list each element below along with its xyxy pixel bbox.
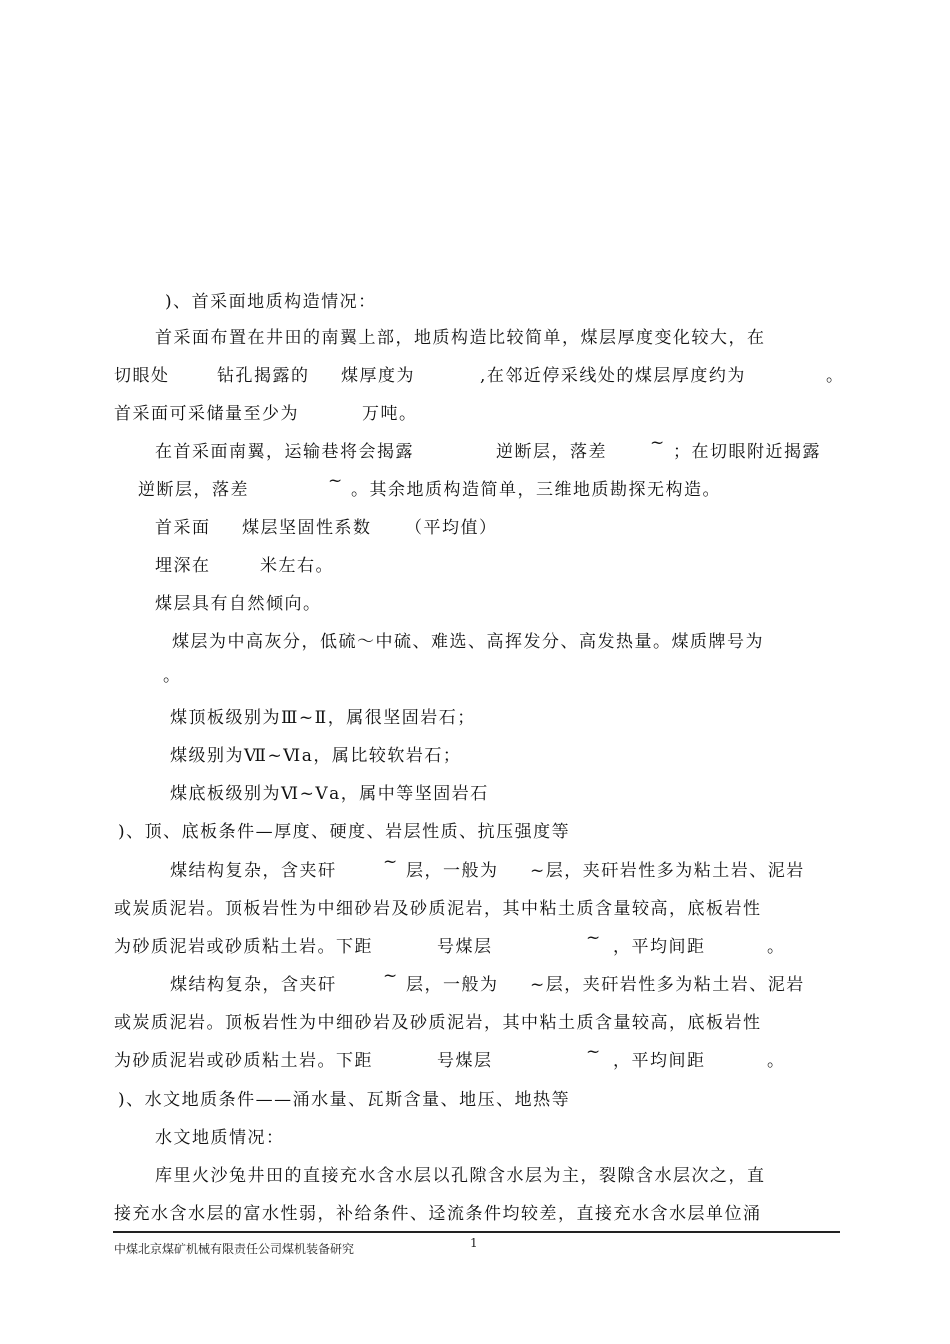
footer-organization: 中煤北京煤矿机械有限责任公司煤机装备研究 — [114, 1242, 355, 1256]
text-fragment: ，平均间距 — [613, 1051, 706, 1071]
text-fragment: 煤层坚固性系数 — [242, 518, 372, 538]
text-fragment: 逆断层，落差 — [138, 480, 249, 500]
paragraph-line: 接充水含水层的富水性弱，补给条件、迳流条件均较差，直接充水含水层单位涌 — [114, 1204, 762, 1224]
page-number: 1 — [470, 1236, 478, 1250]
paragraph-line: 或炭质泥岩。顶板岩性为中细砂岩及砂质泥岩，其中粘土质含量较高，底板岩性 — [114, 1013, 762, 1033]
text-fragment: ~ — [650, 433, 666, 453]
text-fragment: ；在切眼附近揭露 — [673, 442, 821, 462]
text-fragment: 为砂质泥岩或砂质粘土岩。下距 — [114, 937, 373, 957]
text-fragment: 煤厚度为 — [341, 366, 415, 386]
text-fragment: 煤结构复杂，含夹矸 — [170, 975, 337, 995]
text-fragment: 首采面 — [155, 518, 211, 538]
text-fragment: 切眼处 — [114, 366, 170, 386]
text-fragment: ,在邻近停采线处的煤层厚度约为 — [480, 366, 746, 386]
text-fragment: 为砂质泥岩或砂质粘土岩。下距 — [114, 1051, 373, 1071]
text-fragment: 层，一般为 — [406, 975, 499, 995]
paragraph-line: 水文地质情况： — [155, 1128, 285, 1148]
text-fragment: 逆断层，落差 — [496, 442, 607, 462]
text-fragment: 。 — [163, 666, 182, 686]
paragraph-line: 煤层为中高灰分，低硫～中硫、难选、高挥发分、高发热量。煤质牌号为 — [172, 632, 764, 652]
text-fragment: 号煤层 — [437, 937, 493, 957]
section-heading-geology: )、首采面地质构造情况： — [165, 292, 377, 312]
text-fragment: 。 — [767, 937, 786, 957]
text-fragment: ~ — [383, 966, 399, 986]
paragraph-line: 煤层具有自然倾向。 — [155, 594, 322, 614]
section-heading-hydrology: )、水文地质条件——涌水量、瓦斯含量、地压、地热等 — [118, 1090, 571, 1110]
section-heading-roof-floor: )、顶、底板条件—厚度、硬度、岩层性质、抗压强度等 — [118, 822, 571, 842]
text-fragment: 钻孔揭露的 — [217, 366, 310, 386]
text-fragment: ，平均间距 — [613, 937, 706, 957]
paragraph-line: 煤底板级别为Ⅵ~Ⅴa，属中等坚固岩石 — [170, 784, 489, 804]
footer-divider — [113, 1231, 840, 1233]
text-fragment: 层，一般为 — [406, 861, 499, 881]
text-fragment: 在首采面南翼，运输巷将会揭露 — [155, 442, 414, 462]
text-fragment: （平均值） — [405, 518, 498, 538]
text-fragment: 煤结构复杂，含夹矸 — [170, 861, 337, 881]
text-fragment: 首采面可采储量至少为 — [114, 404, 299, 424]
text-fragment: ~层，夹矸岩性多为粘土岩、泥岩 — [530, 975, 805, 995]
page-title — [0, 176, 950, 200]
text-fragment: 。其余地质构造简单，三维地质勘探无构造。 — [351, 480, 721, 500]
text-fragment: 万吨。 — [362, 404, 418, 424]
paragraph-line: 煤顶板级别为Ⅲ~Ⅱ，属很坚固岩石； — [170, 708, 476, 728]
text-fragment: ~ — [383, 852, 399, 872]
text-fragment: 。 — [767, 1051, 786, 1071]
paragraph-line: 煤级别为Ⅶ~Ⅵa，属比较软岩石； — [170, 746, 462, 766]
text-fragment: ~ — [586, 1042, 602, 1062]
text-fragment: 号煤层 — [437, 1051, 493, 1071]
text-fragment: 。 — [826, 366, 845, 386]
paragraph-line: 或炭质泥岩。顶板岩性为中细砂岩及砂质泥岩，其中粘土质含量较高，底板岩性 — [114, 899, 762, 919]
text-fragment: ~ — [328, 471, 344, 491]
text-fragment: ~层，夹矸岩性多为粘土岩、泥岩 — [530, 861, 805, 881]
paragraph-line: 库里火沙兔井田的直接充水含水层以孔隙含水层为主，裂隙含水层次之，直 — [155, 1166, 766, 1186]
paragraph-line: 首采面布置在井田的南翼上部，地质构造比较简单，煤层厚度变化较大，在 — [155, 328, 766, 348]
text-fragment: ~ — [586, 928, 602, 948]
text-fragment: 米左右。 — [260, 556, 334, 576]
text-fragment: 埋深在 — [155, 556, 211, 576]
